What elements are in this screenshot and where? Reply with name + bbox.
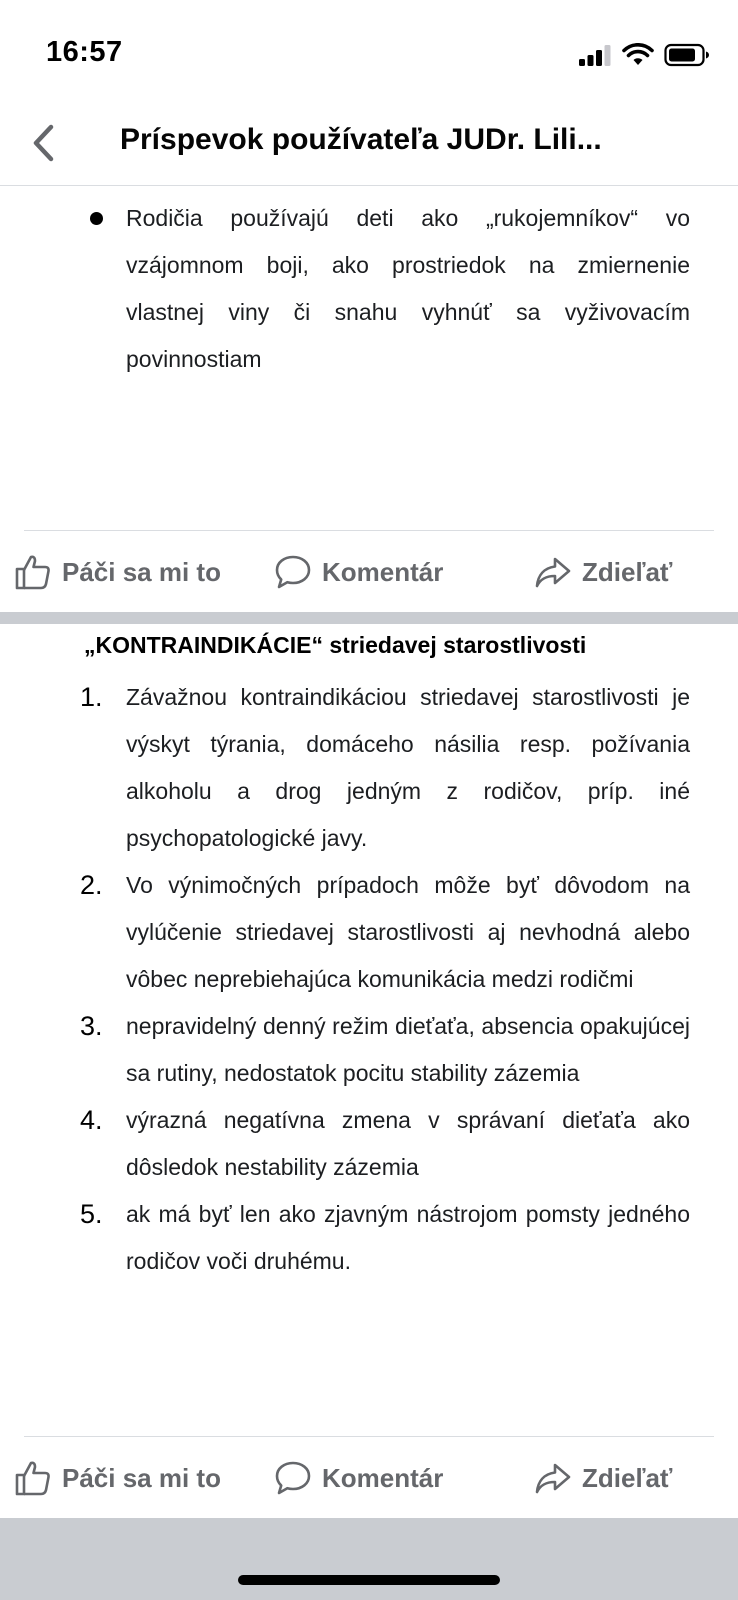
comment-icon bbox=[274, 553, 312, 591]
like-button[interactable] bbox=[14, 1456, 221, 1500]
battery-icon bbox=[664, 43, 710, 67]
post-actions-2 bbox=[0, 1436, 738, 1518]
share-label: Zdieľať bbox=[582, 1462, 673, 1493]
like-label: Páči sa mi to bbox=[62, 556, 221, 587]
comment-button[interactable] bbox=[274, 550, 443, 594]
list-item-text: Vo výnimočných prípadoch môže byť dôvodom na vylúčenie striedavej starostlivosti aj nevhodná alebo vôbec neprebiehajúca komunikácia medzi rodičmi bbox=[126, 872, 690, 992]
status-icons bbox=[578, 40, 710, 70]
list-item bbox=[0, 1097, 738, 1191]
home-indicator[interactable] bbox=[238, 1575, 500, 1585]
list-number: 2. bbox=[80, 870, 103, 900]
share-label: Zdieľať bbox=[582, 556, 673, 587]
list-number: 4. bbox=[80, 1105, 103, 1135]
status-bar bbox=[0, 0, 738, 108]
comment-icon bbox=[274, 1459, 312, 1497]
cellular-signal-icon bbox=[578, 44, 612, 66]
wifi-icon bbox=[622, 43, 654, 67]
post-separator bbox=[0, 612, 738, 624]
page-title: Príspevok používateľa JUDr. Lili... bbox=[120, 123, 602, 156]
nav-header bbox=[0, 108, 738, 186]
list-item-text: nepravidelný denný režim dieťaťa, absencia opakujúcej sa rutiny, nedostatok pocitu stability zázemia bbox=[126, 1013, 690, 1086]
thumbs-up-icon bbox=[14, 1459, 52, 1497]
status-time: 16:57 bbox=[46, 36, 123, 68]
like-label: Páči sa mi to bbox=[62, 1462, 221, 1493]
list-item bbox=[0, 674, 738, 862]
numbered-list bbox=[0, 674, 738, 1285]
thumbs-up-icon bbox=[14, 553, 52, 591]
section-heading: „KONTRAINDIKÁCIE“ striedavej starostlivosti bbox=[84, 632, 587, 658]
share-button[interactable] bbox=[534, 1456, 672, 1500]
bottom-area bbox=[0, 1518, 738, 1600]
list-item bbox=[0, 1003, 738, 1097]
comment-button[interactable] bbox=[274, 1456, 443, 1500]
comment-label: Komentár bbox=[322, 556, 444, 587]
share-arrow-icon bbox=[534, 1459, 572, 1497]
list-item-text: výrazná negatívna zmena v správaní dieťaťa ako dôsledok nestability zázemia bbox=[126, 1107, 690, 1180]
list-item bbox=[0, 195, 738, 383]
list-number: 3. bbox=[80, 1011, 103, 1041]
bullet-text: Rodičia používajú deti ako „rukojemníkov“ vo vzájomnom boji, ako prostriedok na zmiernenie vlastnej viny či snahu vyhnúť sa vyživovacím povinnostiam bbox=[126, 205, 690, 372]
post-content-1 bbox=[0, 195, 738, 383]
post-actions-1 bbox=[0, 530, 738, 612]
list-item-text: ak má byť len ako zjavným nástrojom pomsty jedného rodičov voči druhému. bbox=[126, 1201, 690, 1274]
list-number: 1. bbox=[80, 682, 103, 712]
like-button[interactable] bbox=[14, 550, 221, 594]
list-item bbox=[0, 1191, 738, 1285]
list-item bbox=[0, 862, 738, 1003]
bullet-icon bbox=[90, 212, 103, 225]
share-button[interactable] bbox=[534, 550, 672, 594]
share-arrow-icon bbox=[534, 553, 572, 591]
divider bbox=[24, 530, 714, 531]
list-number: 5. bbox=[80, 1199, 103, 1229]
list-item-text: Závažnou kontraindikáciou striedavej starostlivosti je výskyt týrania, domáceho násilia resp. požívania alkoholu a drog jedným z rodičov, príp. iné psychopatologické javy. bbox=[126, 684, 690, 851]
back-button[interactable] bbox=[20, 120, 66, 166]
comment-label: Komentár bbox=[322, 1462, 444, 1493]
chevron-left-icon bbox=[30, 123, 56, 163]
divider bbox=[24, 1436, 714, 1437]
